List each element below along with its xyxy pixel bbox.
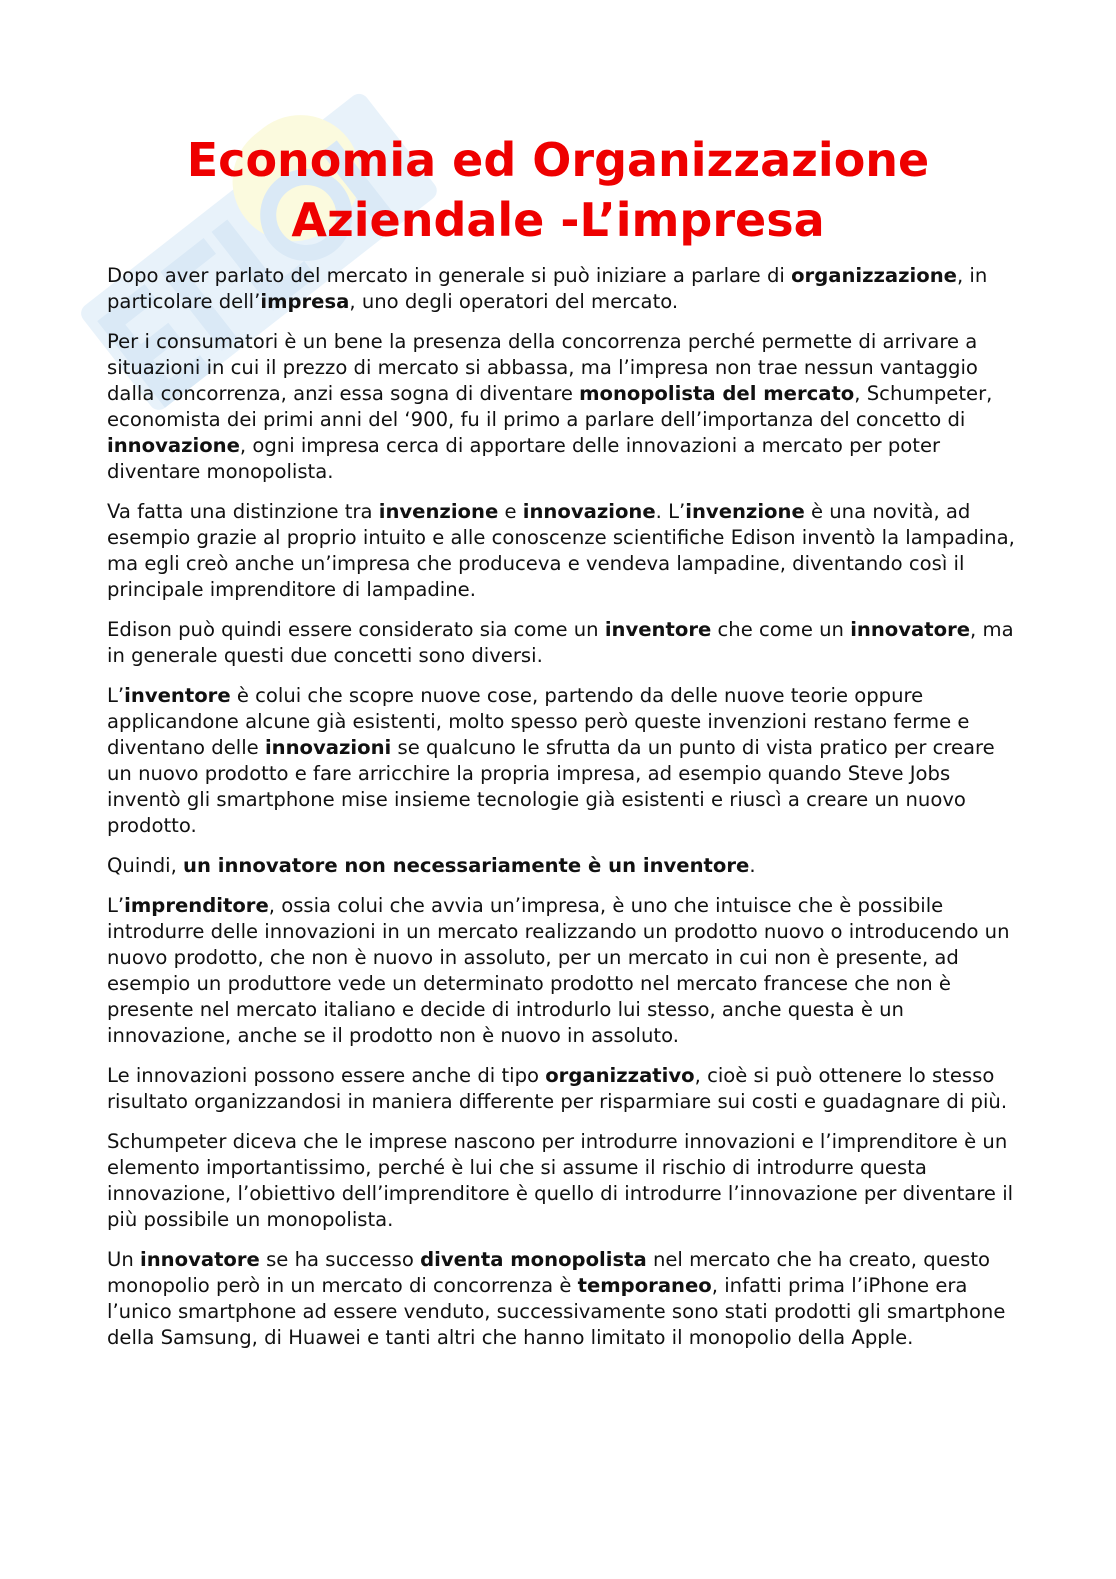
bold-term: inventore — [124, 684, 231, 707]
paragraph-text: Le innovazioni possono essere anche di tipo — [107, 1064, 546, 1087]
page-title-line-2: Aziendale -L’impresa — [291, 193, 825, 247]
bold-term: innovatore — [140, 1248, 260, 1271]
body-paragraph — [107, 617, 1022, 669]
bold-term: innovatore — [850, 618, 971, 641]
paragraph-text: Va fatta una distinzione tra — [107, 500, 379, 523]
paragraph-text: , in particolare dell’ — [107, 264, 988, 313]
body-paragraph — [107, 893, 1022, 1049]
page-title-line-1: Economia ed Organizzazione — [186, 133, 930, 187]
bold-term: imprenditore — [124, 894, 269, 917]
bold-term: innovazioni — [264, 736, 392, 759]
body-paragraph — [107, 683, 1022, 839]
paragraph-text: L’ — [107, 684, 125, 707]
bold-term: monopolista del mercato — [579, 382, 855, 405]
body-paragraph — [107, 263, 1022, 315]
paragraph-text: Per i consumatori è un bene la presenza della concorrenza perché permette di arrivare a situazioni in cui il prezzo di mercato si abbassa, ma l’impresa non trae nessun vantaggio dalla concorrenza, anzi essa sogna di diventare — [107, 330, 978, 405]
document-body — [107, 263, 1022, 1365]
body-paragraph — [107, 1247, 1022, 1351]
paragraph-text: se qualcuno le sfrutta da un punto di vista pratico per creare un nuovo prodotto e fare arricchire la propria impresa, ad esempio quando Steve Jobs inventò gli smartphone mise insieme tecnologie già esistenti e riuscì a creare un nuovo prodotto. — [107, 736, 995, 837]
paragraph-text: , ma in generale questi due concetti sono diversi. — [107, 618, 1014, 667]
paragraph-text: Schumpeter diceva che le imprese nascono per introdurre innovazioni e l’imprenditore è un elemento importantissimo, perché è lui che si assume il rischio di introdurre questa innovazione, l’obiettivo dell’imprenditore è quello di introdurre l’innovazione per diventare il più possibile un monopolista. — [107, 1130, 1014, 1231]
bold-term: organizzativo — [545, 1064, 695, 1087]
paragraph-text: , infatti prima l’iPhone era l’unico smartphone ad essere venduto, successivamente sono stati prodotti gli smartphone della Samsung, di Huawei e tanti altri che hanno limitato il monopolio della Apple. — [107, 1274, 1006, 1349]
body-paragraph — [107, 329, 1022, 485]
paragraph-text: . — [749, 854, 756, 877]
paragraph-text: L’ — [107, 894, 125, 917]
paragraph-text: che come un — [711, 618, 851, 641]
bold-term: un innovatore non necessariamente è un inventore — [183, 854, 750, 877]
page-title — [0, 130, 1116, 250]
body-paragraph — [107, 853, 1022, 879]
bold-term: impresa — [260, 290, 350, 313]
body-paragraph — [107, 499, 1022, 603]
paragraph-text: se ha successo — [259, 1248, 421, 1271]
paragraph-text: Quindi, — [107, 854, 184, 877]
paragraph-text: , ossia colui che avvia un’impresa, è uno che intuisce che è possibile introdurre delle innovazioni in un mercato realizzando un prodotto nuovo o introducendo un nuovo prodotto, che non è nuovo in assoluto, per un mercato in cui non è presente, ad esempio un produttore vede un determinato prodotto nel mercato francese che non è presente nel mercato italiano e decide di introdurlo lui stesso, anche questa è un innovazione, anche se il prodotto non è nuovo in assoluto. — [107, 894, 1010, 1047]
paragraph-text: . L’ — [655, 500, 686, 523]
paragraph-text: è una novità, ad esempio grazie al proprio intuito e alle conoscenze scientifiche Edison inventò la lampadina, ma egli creò anche un’impresa che produceva e vendeva lampadine, diventando così il principale imprenditore di lampadine. — [107, 500, 1015, 601]
bold-term: inventore — [604, 618, 712, 641]
paragraph-text: Edison può quindi essere considerato sia come un — [107, 618, 605, 641]
bold-term: innovazione — [522, 500, 656, 523]
paragraph-text: nel mercato che ha creato, questo monopolio però in un mercato di concorrenza è — [107, 1248, 991, 1297]
paragraph-text: Un — [107, 1248, 140, 1271]
bold-term: temporaneo — [577, 1274, 712, 1297]
paragraph-text: Dopo aver parlato del mercato in generale si può iniziare a parlare di — [107, 264, 792, 287]
bold-term: invenzione — [685, 500, 805, 523]
bold-term: innovazione — [107, 434, 240, 457]
paragraph-text: , uno degli operatori del mercato. — [349, 290, 679, 313]
body-paragraph — [107, 1129, 1022, 1233]
body-paragraph — [107, 1063, 1022, 1115]
paragraph-text: , cioè si può ottenere lo stesso risultato organizzandosi in maniera differente per risparmiare sui costi e guadagnare di più. — [107, 1064, 1008, 1113]
paragraph-text: , Schumpeter, economista dei primi anni del ‘900, fu il primo a parlare dell’importanza del concetto di — [107, 382, 993, 431]
bold-term: diventa monopolista — [420, 1248, 647, 1271]
paragraph-text: e — [498, 500, 523, 523]
paragraph-text: è colui che scopre nuove cose, partendo da delle nuove teorie oppure applicandone alcune già esistenti, molto spesso però queste invenzioni restano ferme e diventano delle — [107, 684, 970, 759]
paragraph-text: , ogni impresa cerca di apportare delle innovazioni a mercato per poter diventare monopolista. — [107, 434, 941, 483]
bold-term: invenzione — [378, 500, 499, 523]
bold-term: organizzazione — [791, 264, 957, 287]
